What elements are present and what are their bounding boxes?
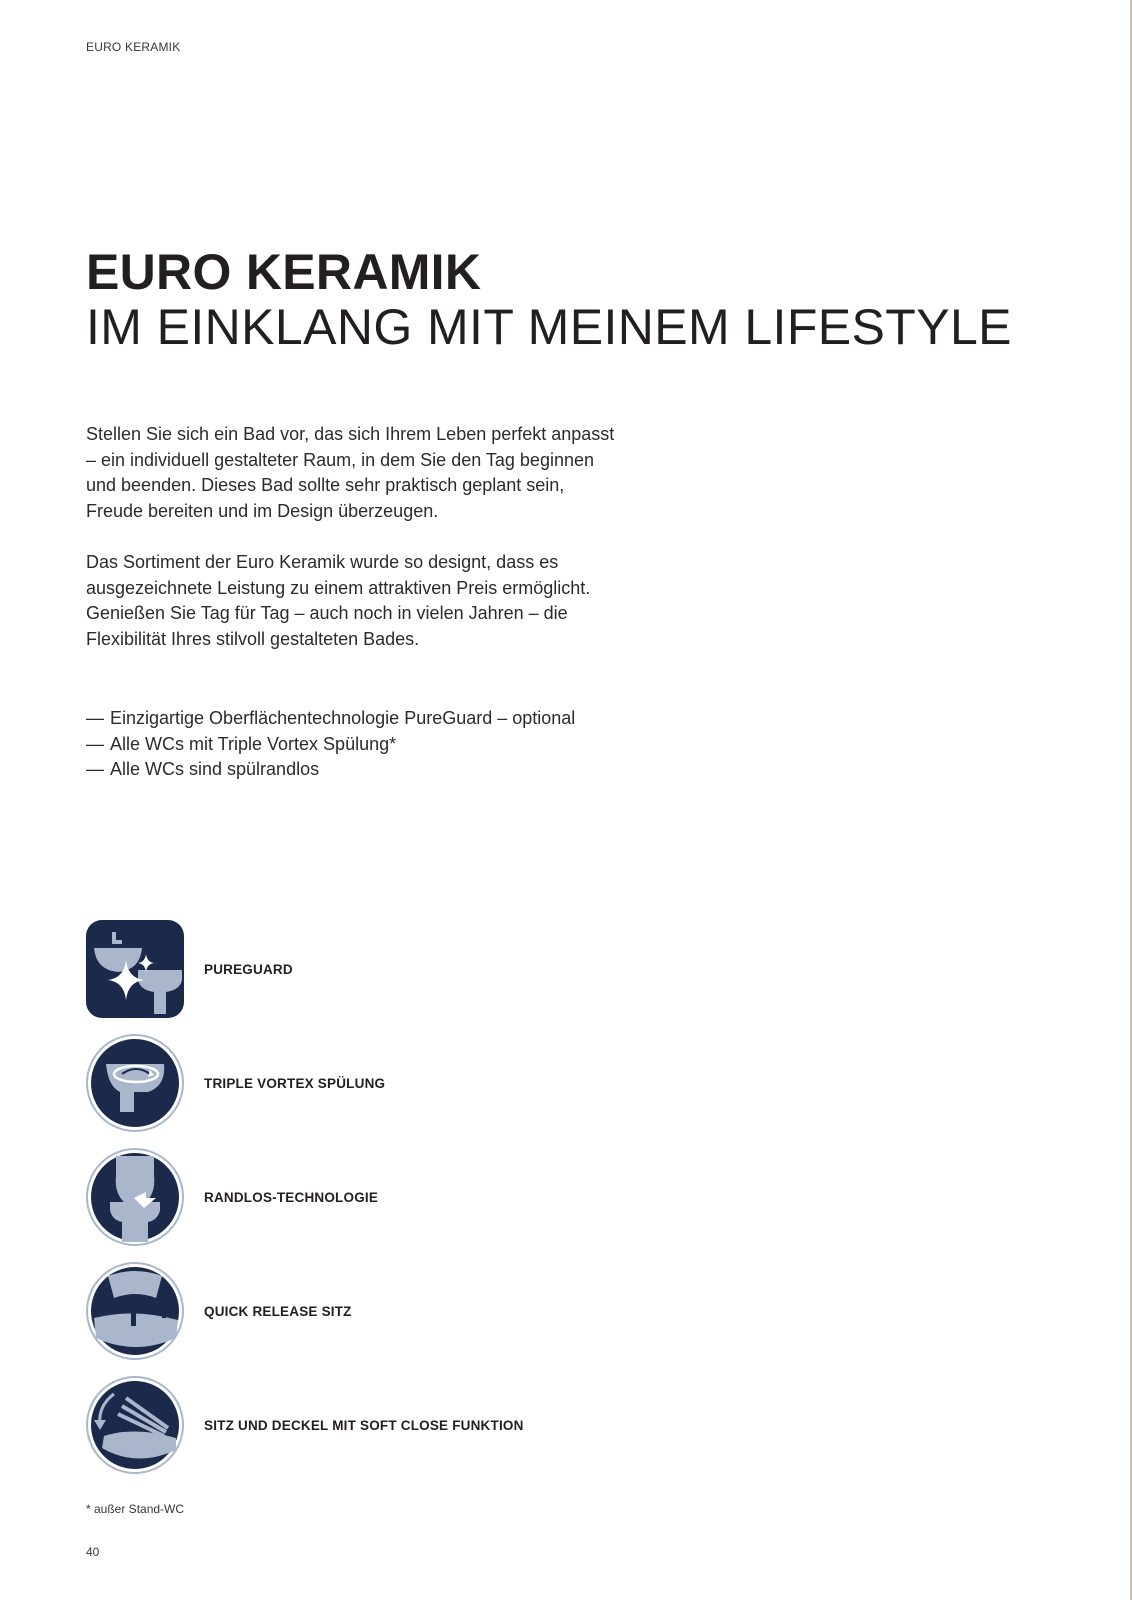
- dash-glyph: —: [86, 733, 104, 754]
- dash-glyph: —: [86, 759, 104, 780]
- title-subline: IM EINKLANG MIT MEINEM LIFESTYLE: [86, 299, 1012, 355]
- bullet-text: Alle WCs mit Triple Vortex Spülung*: [110, 733, 397, 754]
- triple-vortex-icon: [86, 1034, 184, 1132]
- bullet-text: Alle WCs sind spülrandlos: [110, 759, 320, 780]
- quick-release-seat-icon: [86, 1262, 184, 1360]
- intro-paragraph-1: Stellen Sie sich ein Bad vor, das sich Ihrem Leben perfekt anpasst – ein individuell gestalteter Raum, in dem Sie den Tag beginnen und beenden. Dieses Bad sollte sehr praktisch geplant sein, Freude bereiten und im Design überzeugen.: [86, 424, 615, 522]
- rimless-icon: [86, 1148, 184, 1246]
- soft-close-icon: [86, 1376, 184, 1474]
- running-header: EURO KERAMIK: [86, 40, 181, 54]
- feature-soft-close: [86, 1376, 524, 1474]
- bullet-item: [86, 732, 575, 758]
- feature-bullet-list: [86, 706, 575, 783]
- pureguard-icon: [86, 920, 184, 1018]
- page-title: [86, 244, 1012, 354]
- page-number: 40: [86, 1545, 100, 1559]
- bullet-item: [86, 706, 575, 732]
- feature-label: TRIPLE VORTEX SPÜLUNG: [204, 1075, 386, 1091]
- feature-label: SITZ UND DECKEL MIT SOFT CLOSE FUNKTION: [204, 1417, 524, 1433]
- feature-triple-vortex: [86, 1034, 385, 1132]
- feature-quick-release: [86, 1262, 352, 1360]
- feature-label: QUICK RELEASE SITZ: [204, 1303, 352, 1319]
- intro-paragraph-2: Das Sortiment der Euro Keramik wurde so designt, dass es ausgezeichnete Leistung zu einem attraktiven Preis ermöglicht. Genießen Sie Tag für Tag – auch noch in vielen Jahren – die Flexibilität Ihres stilvoll gestalteten Bades.: [86, 552, 591, 650]
- bullet-text: Einzigartige Oberflächentechnologie PureGuard – optional: [110, 708, 576, 728]
- feature-pureguard: [86, 920, 293, 1018]
- footnote: * außer Stand-WC: [86, 1502, 185, 1516]
- feature-label: RANDLOS-TECHNOLOGIE: [204, 1189, 379, 1205]
- feature-rimless: [86, 1148, 378, 1246]
- feature-label: PUREGUARD: [204, 961, 293, 977]
- title-brand: EURO KERAMIK: [86, 244, 482, 300]
- bullet-item: [86, 757, 575, 783]
- dash-glyph: —: [86, 708, 104, 728]
